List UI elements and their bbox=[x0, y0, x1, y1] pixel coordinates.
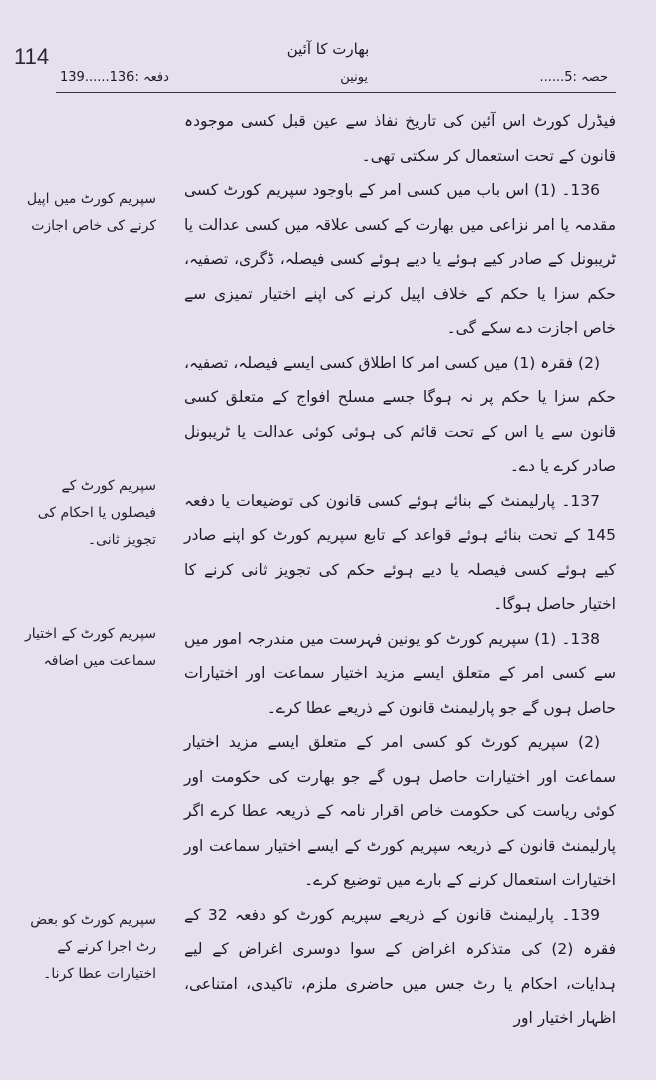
body-text bbox=[184, 104, 616, 1036]
running-title: بھارت کا آئین bbox=[286, 40, 370, 58]
article-reference: دفعہ :136......139 bbox=[60, 70, 169, 85]
part-reference: حصہ :5...... bbox=[539, 70, 608, 85]
union-reference: یونین bbox=[340, 70, 369, 85]
page-number: 114 bbox=[14, 44, 50, 69]
paragraph-article-139: 139۔ پارلیمنٹ قانون کے ذریعے سپریم کورٹ کو دفعہ 32 کے فقرہ (2) کی متذکرہ اغراض کے سوا دوسری اغراض کے لیے ہدایات، احکام یا رٹ جس میں حاضری ملزم، تاکیدی، امتناعی، اظہار اختیار اور bbox=[184, 905, 617, 1027]
paragraph-article-138-1: 138۔ (1) سپریم کورٹ کو یونین فہرست میں مندرجہ امور میں سے کسی امر کے متعلق ایسے مزید اختیار سماعت اور اختیارات حاصل ہوں گے جو پارلیمنٹ قانون کے ذریعے عطا کرے۔ bbox=[184, 629, 616, 717]
header-divider bbox=[56, 92, 616, 93]
section-reference bbox=[60, 70, 608, 85]
paragraph-article-138-2: (2) سپریم کورٹ کو کسی امر کے متعلق ایسے مزید اختیار سماعت اور اختیارات حاصل ہوں گے جو بھارت کی حکومت اور کوئی ریاست کی حکومت خاص اقرار نامہ کے ذریعہ عطا کرے اگر پارلیمنٹ قانون کے ذریعہ سپریم کورٹ کے ایسے اختیار سماعت اور اختیارات استعمال کرنے کے بارے میں توضیع کرے۔ bbox=[184, 733, 616, 889]
paragraph-article-136-1: 136۔ (1) اس باب میں کسی امر کے باوجود سپریم کورٹ کسی مقدمہ یا امر نزاعی میں بھارت کے کسی علاقہ میں کسی عدالت یا ٹریبونل کے صادر کیے ہوئے یا دیے ہوئے کسی فیصلہ، ڈگری، تصفیہ، حکم سزا یا حکم کے خلاف اپیل کرنے کی اپنے اختیار تمیزی سے خاص اجازت دے سکے گی۔ bbox=[184, 181, 616, 337]
paragraph-article-137: 137۔ پارلیمنٹ کے بنائے ہوئے کسی قانون کی توضیعات یا دفعہ 145 کے تحت بنائے ہوئے قواعد کے تابع سپریم کورٹ کو اپنے صادر کیے ہوئے کسی فیصلہ یا دیے ہوئے حکم کی تجویز ثانی کرنے کا اختیار حاصل ہوگا۔ bbox=[184, 491, 616, 613]
sidenote-review-of-judgments: سپریم کورٹ کے فیصلوں یا احکام کی تجویز ثانی۔ bbox=[37, 478, 156, 548]
paragraph-federal-court: فیڈرل کورٹ اس آئین کی تاریخ نفاذ سے عین قبل کسی موجودہ قانون کے تحت استعمال کر سکتی تھی۔ bbox=[184, 112, 616, 165]
paragraph-article-136-2: (2) فقرہ (1) میں کسی امر کا اطلاق کسی ایسے فیصلہ، تصفیہ، حکم سزا یا حکم پر نہ ہوگا جسے مسلح افواج کے متعلق کسی قانون سے یا اس کے تحت قائم کی ہوئی کوئی عدالت یا ٹریبونل صادر کرے یا دے۔ bbox=[184, 353, 616, 475]
sidenote-writ-powers: سپریم کورٹ کو بعض رٹ اجرا کرنے کے اختیارات عطا کرنا۔ bbox=[30, 912, 156, 982]
sidenote-enlargement-of-jurisdiction: سپریم کورٹ کے اختیار سماعت میں اضافہ bbox=[25, 626, 156, 669]
sidenote-special-leave-appeal: سپریم کورٹ میں اپیل کرنے کی خاص اجازت bbox=[26, 191, 156, 234]
